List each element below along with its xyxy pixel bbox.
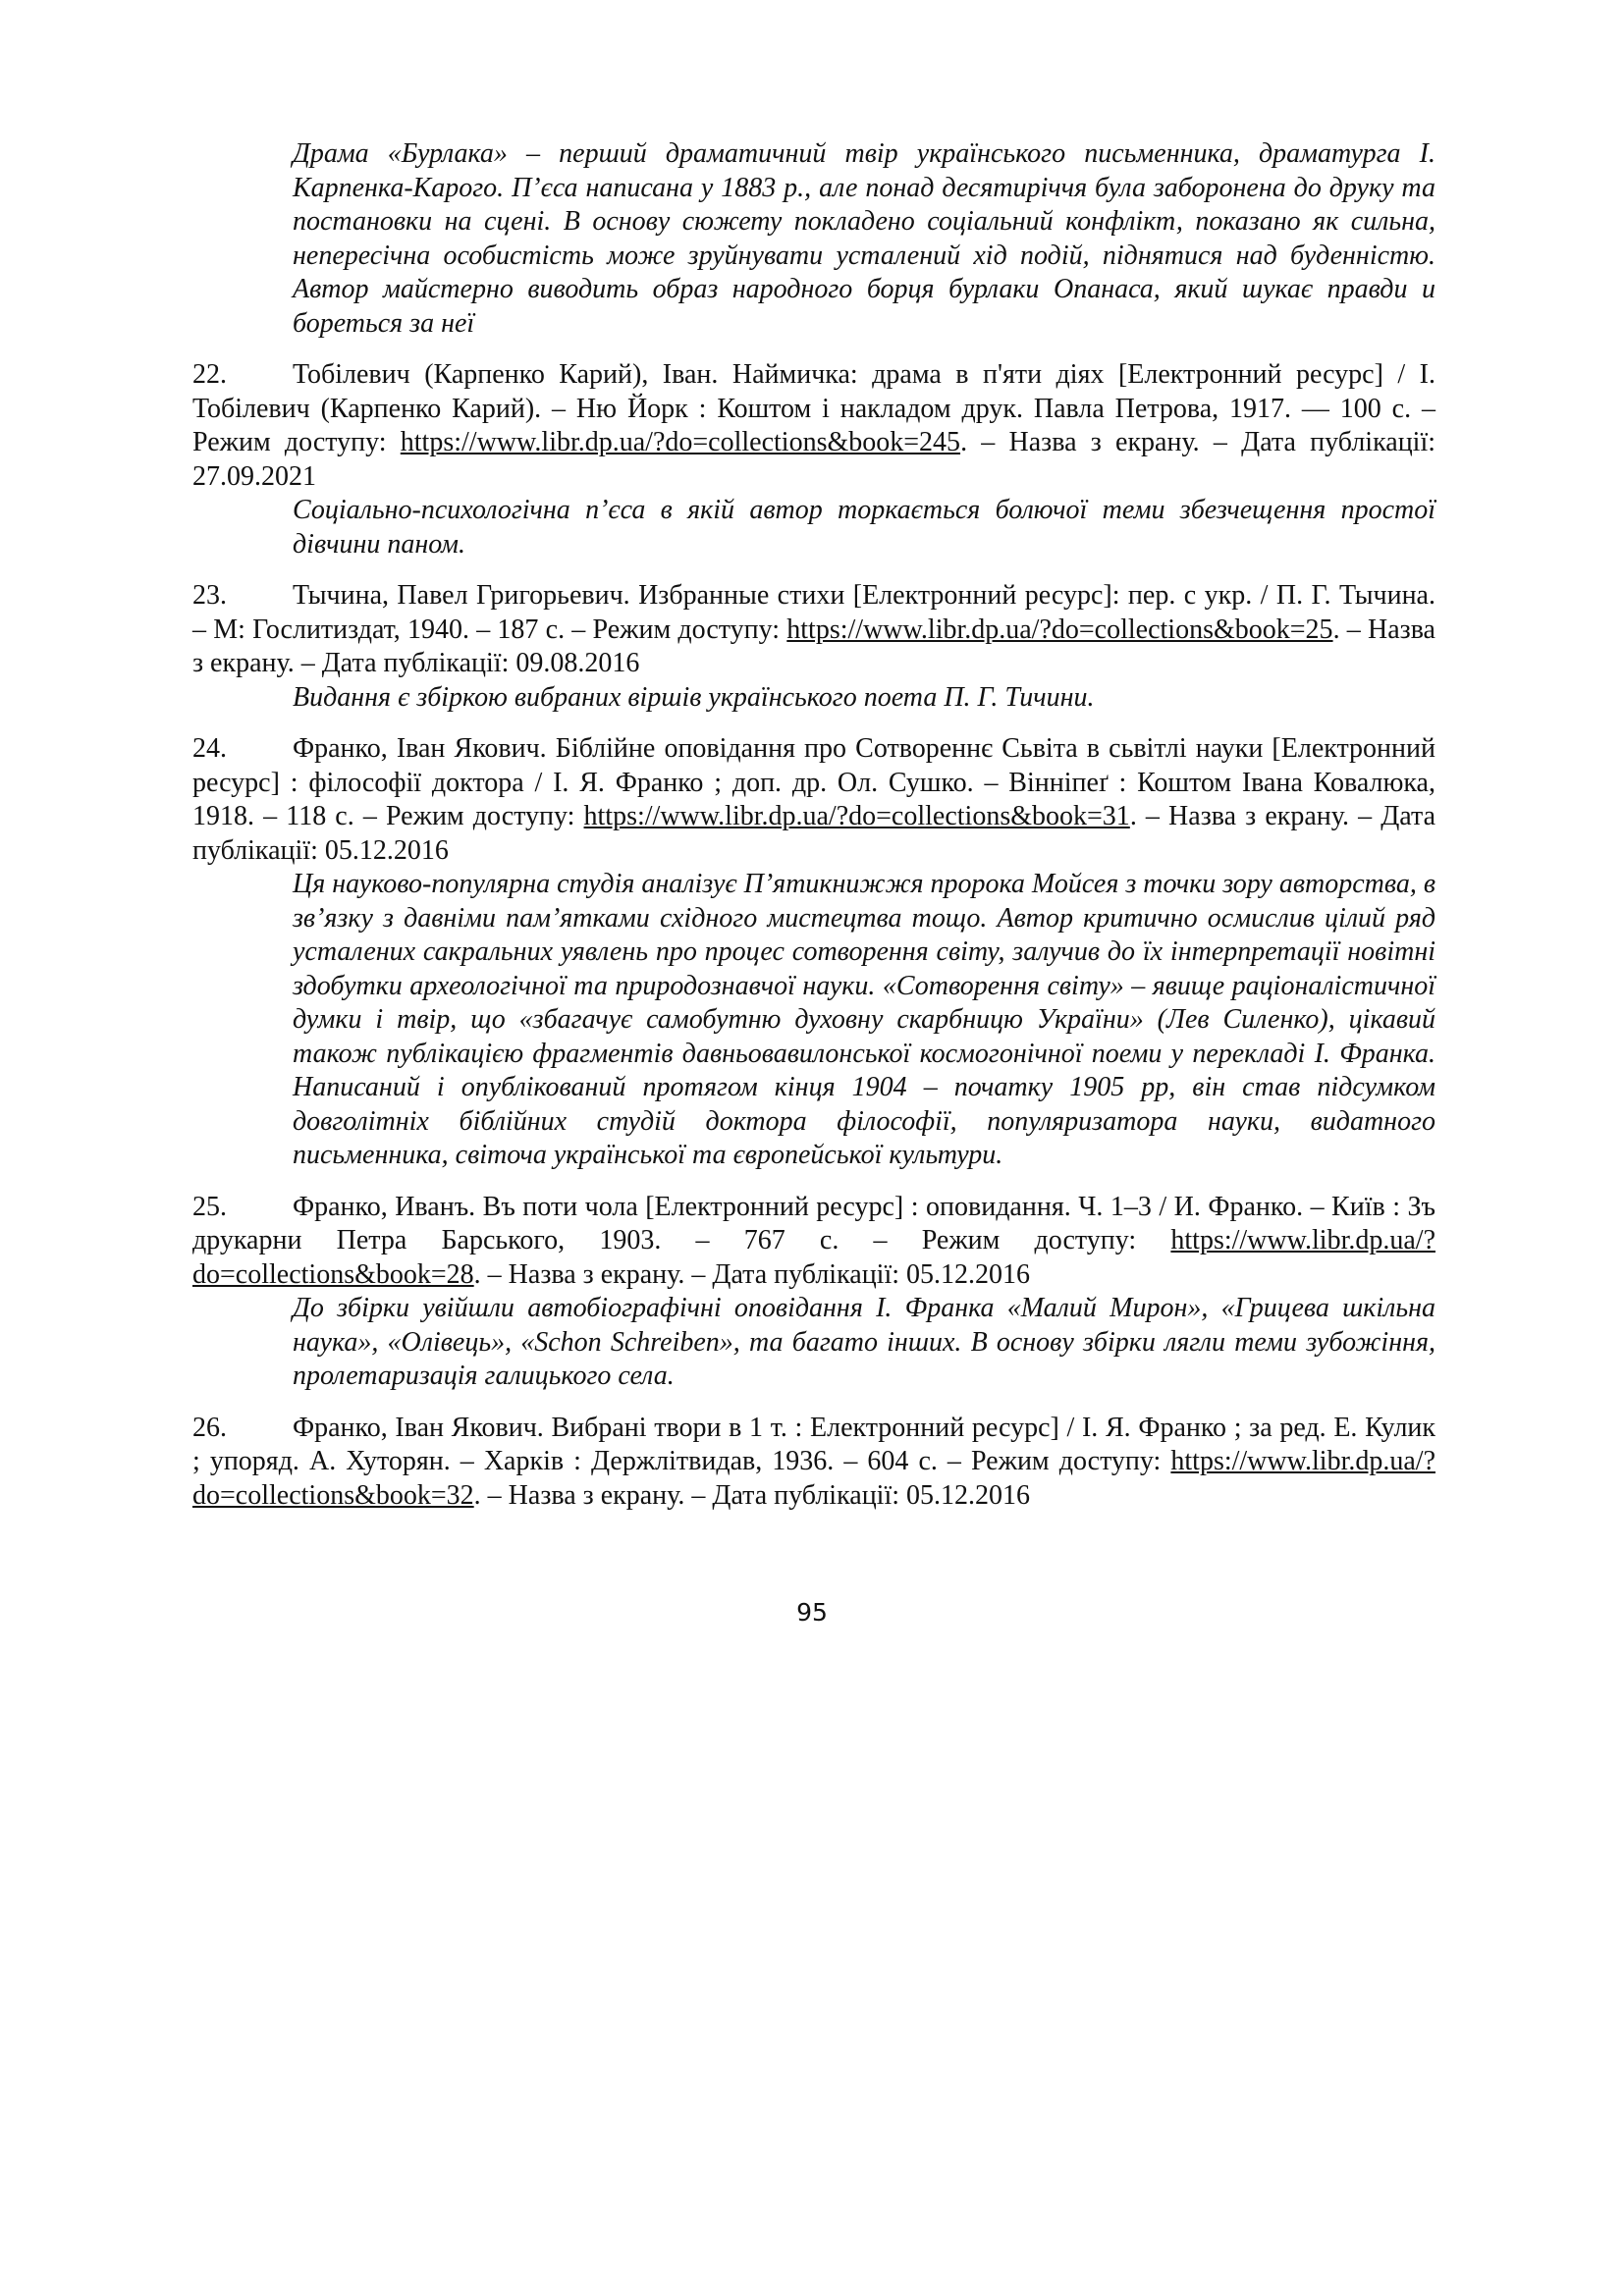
citation-text: Франко, Иванъ. Въ поти чола [Електронний ресурс] : оповидання. Ч. 1–3 / И. Франко. – Київ : Зъ друкарни Петра Барського, 1903. – 767 с. – Режим доступу: <box>192 1191 1435 1255</box>
entry-number: 23. <box>192 580 227 611</box>
intro-annotation: Драма «Бурлака» – перший драматичний твір українського письменника, драматурга І. Карпенка-Карого. П’єса написана у 1883 р., але понад десятиріччя була заборонена до друку та постановки на сцені. В основу сюжету покладено соціальний конфлікт, показано як сильна, непересічна особистість може зруйнувати усталений хід подій, піднятися над буденністю. Автор майстерно виводить образ народного борця бурлаки Опанаса, який шукає правди и бореться за неї <box>293 138 1435 339</box>
citation-link[interactable]: https://www.libr.dp.ua/?do=collections&book=32 <box>192 1446 1435 1511</box>
entry-citation <box>192 1191 1435 1293</box>
citation-suffix: . – Назва з екрану. – Дата публікації: 05.12.2016 <box>473 1479 1031 1511</box>
citation-link[interactable]: https://www.libr.dp.ua/?do=collections&book=25 <box>786 614 1333 645</box>
citation-text: Тобілевич (Карпенко Карий), Іван. Наймичка: драма в п'яти діях [Електронний ресурс] / І. Тобілевич (Карпенко Карий). – Ню Йорк : Коштом і накладом друк. Павла Петрова, 1917. — 100 с. – Режим доступу: <box>192 359 1435 457</box>
entry-citation <box>192 732 1435 868</box>
entry-number: 24. <box>192 733 227 764</box>
bibliography-entry-25 <box>192 1191 1435 1394</box>
entry-number: 22. <box>192 359 227 390</box>
entry-citation <box>192 358 1435 494</box>
entry-citation <box>192 579 1435 681</box>
entry-number: 26. <box>192 1412 227 1443</box>
citation-text: Тычина, Павел Григорьевич. Избранные стихи [Електронний ресурс]: пер. с укр. / П. Г. Тычина. – М: Гослитиздат, 1940. – 187 с. – Режим доступу: <box>192 580 1435 645</box>
entry-number: 25. <box>192 1191 227 1222</box>
citation-link[interactable]: https://www.libr.dp.ua/?do=collections&book=28 <box>192 1225 1435 1290</box>
entry-annotation: Ця науково-популярна студія аналізує П’ятикнижжя пророка Мойсея з точки зору авторства, в зв’язку з давніми пам’ятками східного мистецтва тощо. Автор критично осмислив цілий ряд усталених сакральних уявлень про процес сотворення світу, залучив до їх інтерпретації новітні здобутки археологічної та природознавчої науки. «Сотворення світу» – явище раціоналістичної думки і твір, що «збагачує самобутню духовну скарбницю України» (Лев Силенко), цікавий також публікацією фрагментів давньовавилонської космогонічної поеми у перекладі І. Франка. Написаний і опублікований протягом кінця 1904 – початку 1905 рр, він став підсумком довголітніх біблійних студій доктора філософії, популяризатора науки, видатного письменника, світоча української та європейської культури. <box>293 869 1435 1170</box>
entry-annotation: Видання є збіркою вибраних віршів українського поета П. Г. Тичини. <box>293 681 1095 713</box>
citation-text: Франко, Іван Якович. Біблійне оповідання про Сотвореннє Сьвіта в сьвітлі науки [Електронний ресурс] : філософії доктора / І. Я. Франко ; доп. др. Ол. Сушко. – Вінніпеґ : Коштом Івана Ковалюка, 1918. – 118 с. – Режим доступу: <box>192 733 1435 831</box>
bibliography-entry-22 <box>192 358 1435 561</box>
citation-text: Франко, Іван Якович. Вибрані твори в 1 т. : Електронний ресурс] / І. Я. Франко ; за ред. Е. Кулик ; упоряд. А. Хуторян. – Харків : Держлітвидав, 1936. – 604 с. – Режим доступу: <box>192 1412 1435 1476</box>
citation-suffix: . – Назва з екрану. – Дата публікації: 09.08.2016 <box>192 614 1435 678</box>
entry-annotation: Соціально-психологічна п’єса в якій автор торкається болючої теми збезчещення простої дівчини паном. <box>293 495 1435 560</box>
entry-citation <box>192 1412 1435 1514</box>
page-number: 95 <box>796 1598 828 1627</box>
citation-link[interactable]: https://www.libr.dp.ua/?do=collections&book=245 <box>400 427 961 457</box>
citation-suffix: . – Назва з екрану. – Дата публікації: 05.12.2016 <box>473 1258 1031 1290</box>
citation-suffix: . – Назва з екрану. – Дата публікації: 05.12.2016 <box>192 801 1436 866</box>
document-page <box>192 137 1435 1513</box>
bibliography-entry-23 <box>192 579 1435 715</box>
citation-link[interactable]: https://www.libr.dp.ua/?do=collections&book=31 <box>583 801 1130 831</box>
bibliography-entry-24 <box>192 732 1435 1173</box>
citation-suffix: . – Назва з екрану. – Дата публікації: 27.09.2021 <box>192 427 1436 492</box>
entry-annotation: До збірки увійшли автобіографічні оповідання І. Франка «Малий Мирон», «Грицева шкільна наука», «Олівець», «Schon Schreiben», та багато інших. В основу збірки лягли теми зубожіння, пролетаризація галицького села. <box>293 1293 1435 1391</box>
bibliography-entry-26 <box>192 1412 1435 1514</box>
